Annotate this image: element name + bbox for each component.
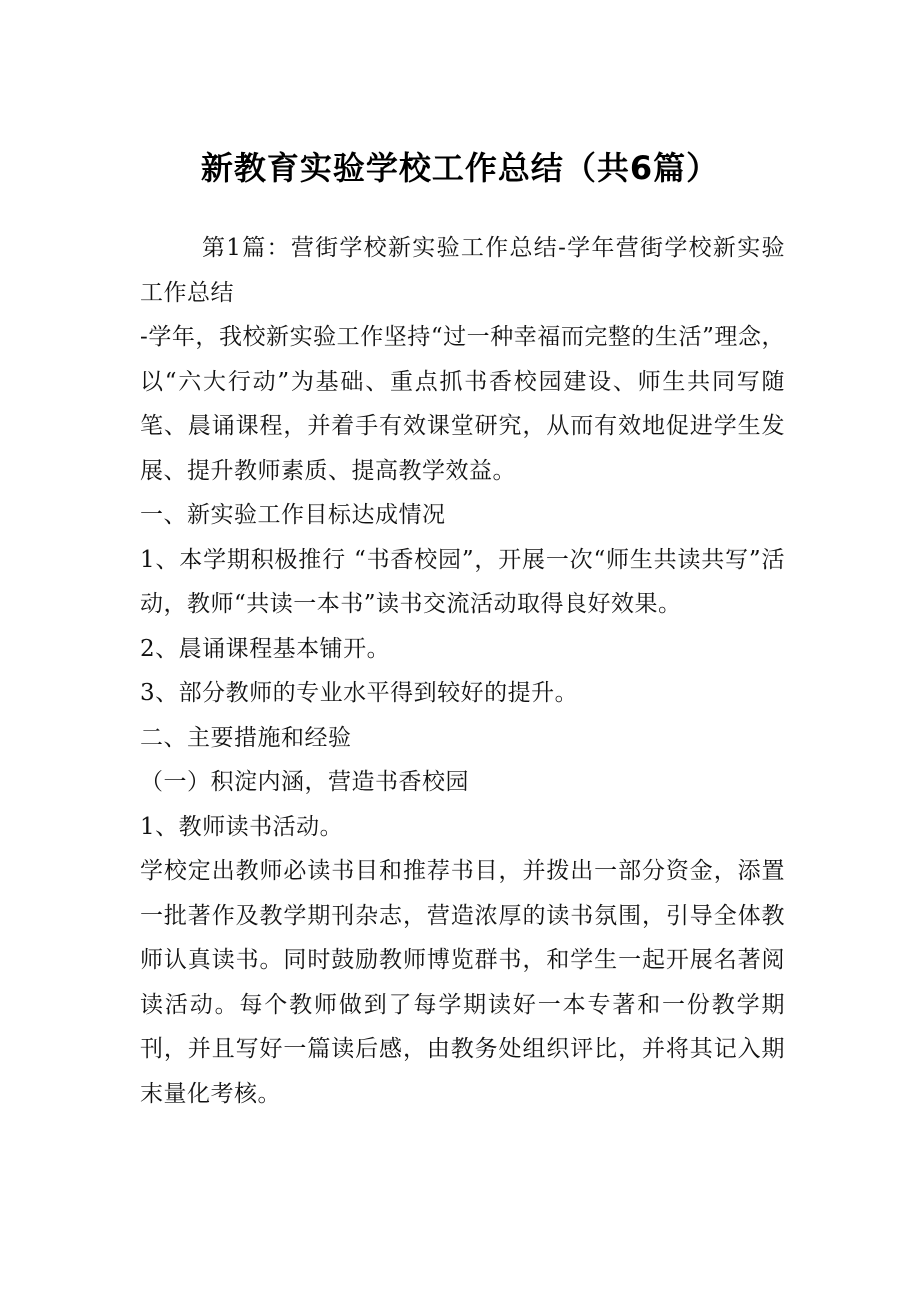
- chapter-heading: 第1篇：营街学校新实验工作总结-学年营街学校新实验工作总结: [140, 235, 785, 306]
- subsection-heading: （一）积淀内涵，营造书香校园: [140, 769, 469, 795]
- document-title: 新教育实验学校工作总结（共6篇）: [200, 149, 720, 187]
- list-item-1: 1、本学期积极推行 “书香校园”，开展一次“师生共读共写”活动，教师“共读一本书”读书交流活动取得良好效果。: [140, 546, 785, 617]
- section-heading-2: 二、主要措施和经验: [140, 724, 352, 751]
- subsection-item-1: 1、教师读书活动。: [140, 813, 344, 840]
- section-heading-1: 一、新实验工作目标达成情况: [140, 502, 446, 528]
- intro-paragraph: -学年，我校新实验工作坚持“过一种幸福而完整的生活”理念，以“六大行动”为基础、重点抓书香校园建设、师生共同写随笔、晨诵课程，并着手有效课堂研究，从而有效地促进学生发展、提升教师素质、提高教学效益。: [140, 324, 785, 484]
- body-paragraph: 学校定出教师必读书目和推荐书目，并拨出一部分资金，添置一批著作及教学期刊杂志，营造浓厚的读书氛围，引导全体教师认真读书。同时鼓励教师博览群书，和学生一起开展名著阅读活动。每个教师做到了每学期读好一本专著和一份教学期刊，并且写好一篇读后感，由教务处组织评比，并将其记入期末量化考核。: [140, 858, 785, 1107]
- list-item-3: 3、部分教师的专业水平得到较好的提升。: [140, 680, 579, 706]
- list-item-2: 2、晨诵课程基本铺开。: [140, 635, 391, 662]
- document-body: [140, 226, 785, 1116]
